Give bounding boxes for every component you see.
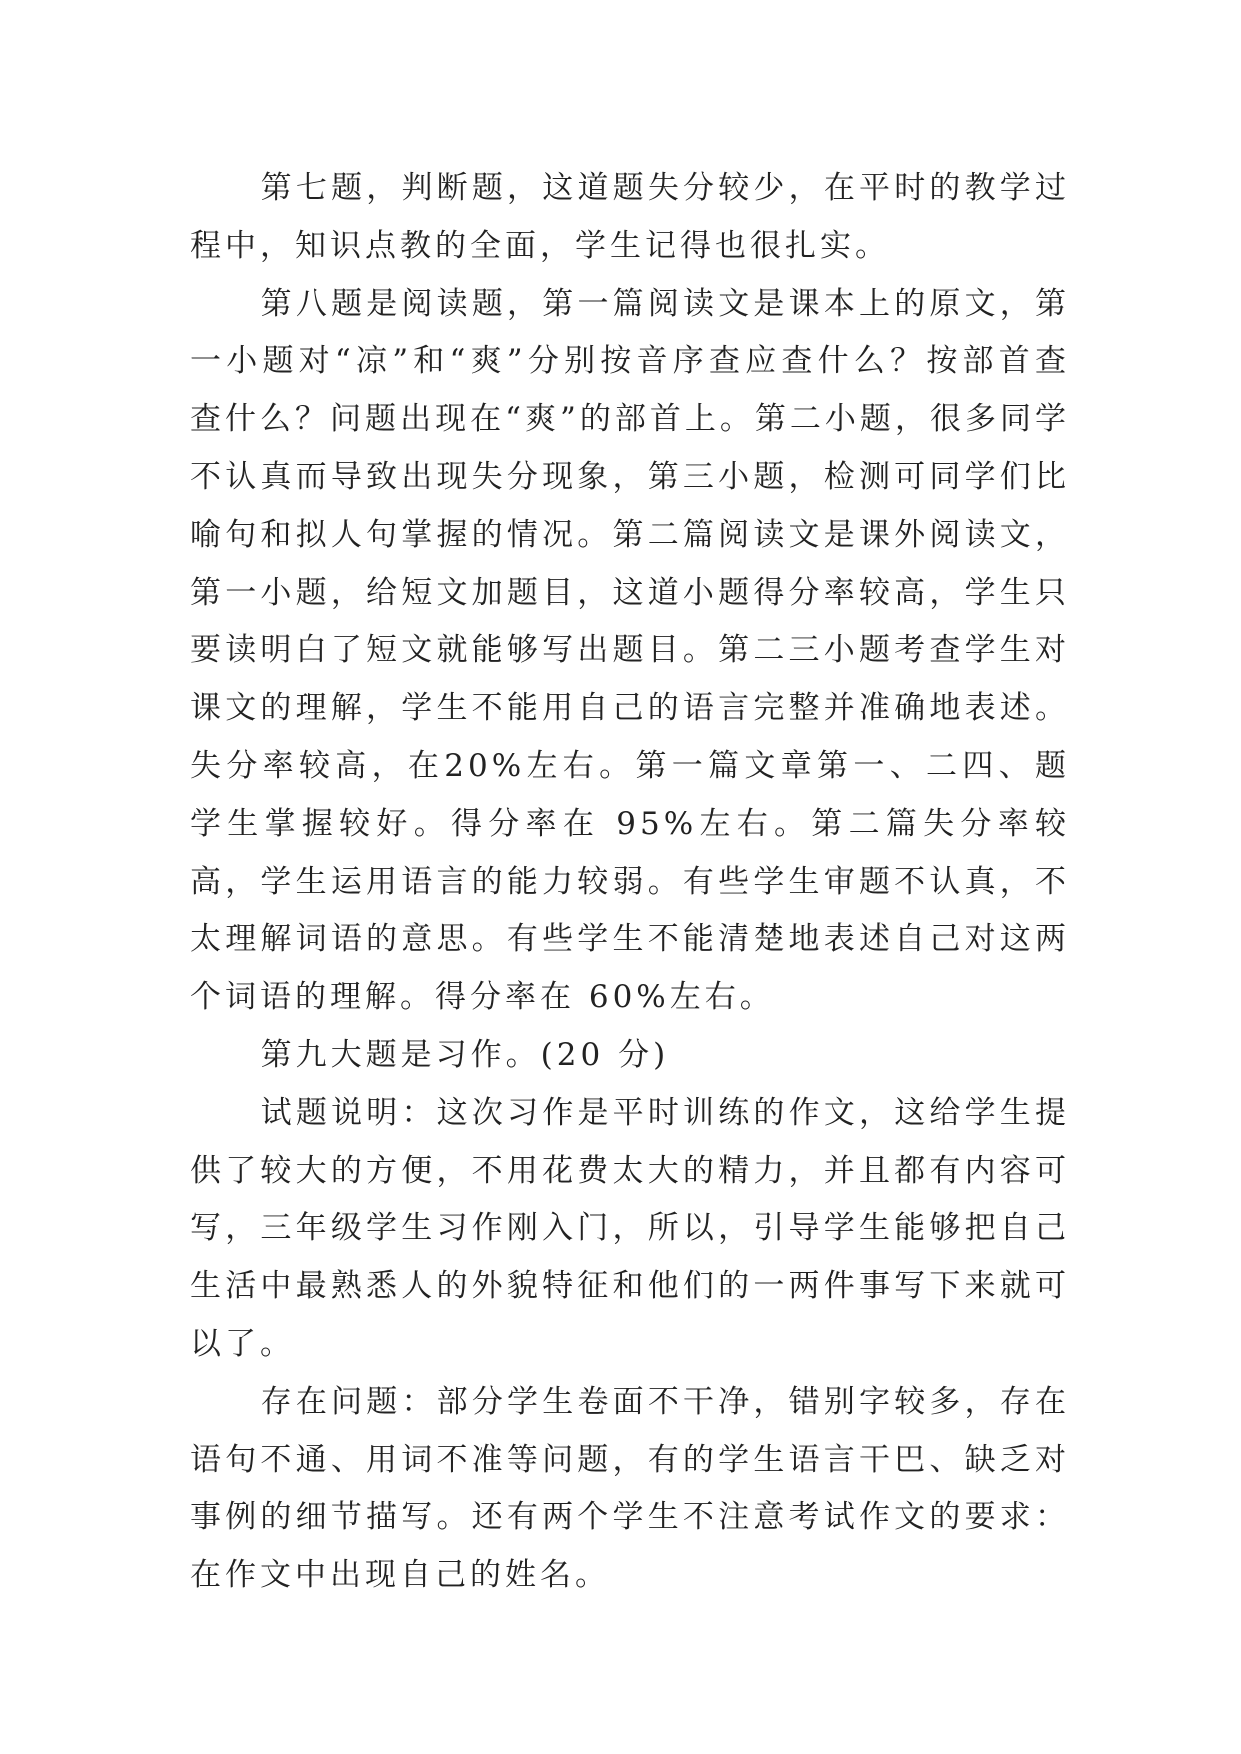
paragraph-composition-heading: 第九大题是习作。(20 分) — [260, 1036, 670, 1073]
paragraph-composition-description: 试题说明：这次习作是平时训练的作文，这给学生提供了较大的方便，不用花费太大的精力，并且都有内容可写，三年级学生习作刚入门，所以，引导学生能够把自己生活中最熟悉人的外貌特征和他们的一两件事写下来就可以了。 — [190, 1094, 1070, 1362]
paragraph-reading-question: 第八题是阅读题，第一篇阅读文是课本上的原文，第一小题对“凉”和“爽”分别按音序查应查什么？按部首查查什么？问题出现在“爽”的部首上。第二小题，很多同学不认真而导致出现失分现象，第三小题，检测可同学们比喻句和拟人句掌握的情况。第二篇阅读文是课外阅读文，第一小题，给短文加题目，这道小题得分率较高，学生只要读明白了短文就能够写出题目。第二三小题考查学生对课文的理解，学生不能用自己的语言完整并准确地表述。失分率较高，在20%左右。第一篇文章第一、二四、题学生掌握较好。得分率在 95%左右。第二篇失分率较高，学生运用语言的能力较弱。有些学生审题不认真，不太理解词语的意思。有些学生不能清楚地表述自己对这两个词语的理解。得分率在 60%左右。 — [190, 285, 1070, 1016]
paragraph-judgment-question: 第七题，判断题，这道题失分较少，在平时的教学过程中，知识点教的全面，学生记得也很扎实。 — [190, 170, 1070, 264]
document-body — [190, 160, 1070, 1605]
paragraph-composition-problems: 存在问题：部分学生卷面不干净，错别字较多，存在语句不通、用词不准等问题，有的学生语言干巴、缺乏对事例的细节描写。还有两个学生不注意考试作文的要求：在作文中出现自己的姓名。 — [190, 1383, 1070, 1594]
